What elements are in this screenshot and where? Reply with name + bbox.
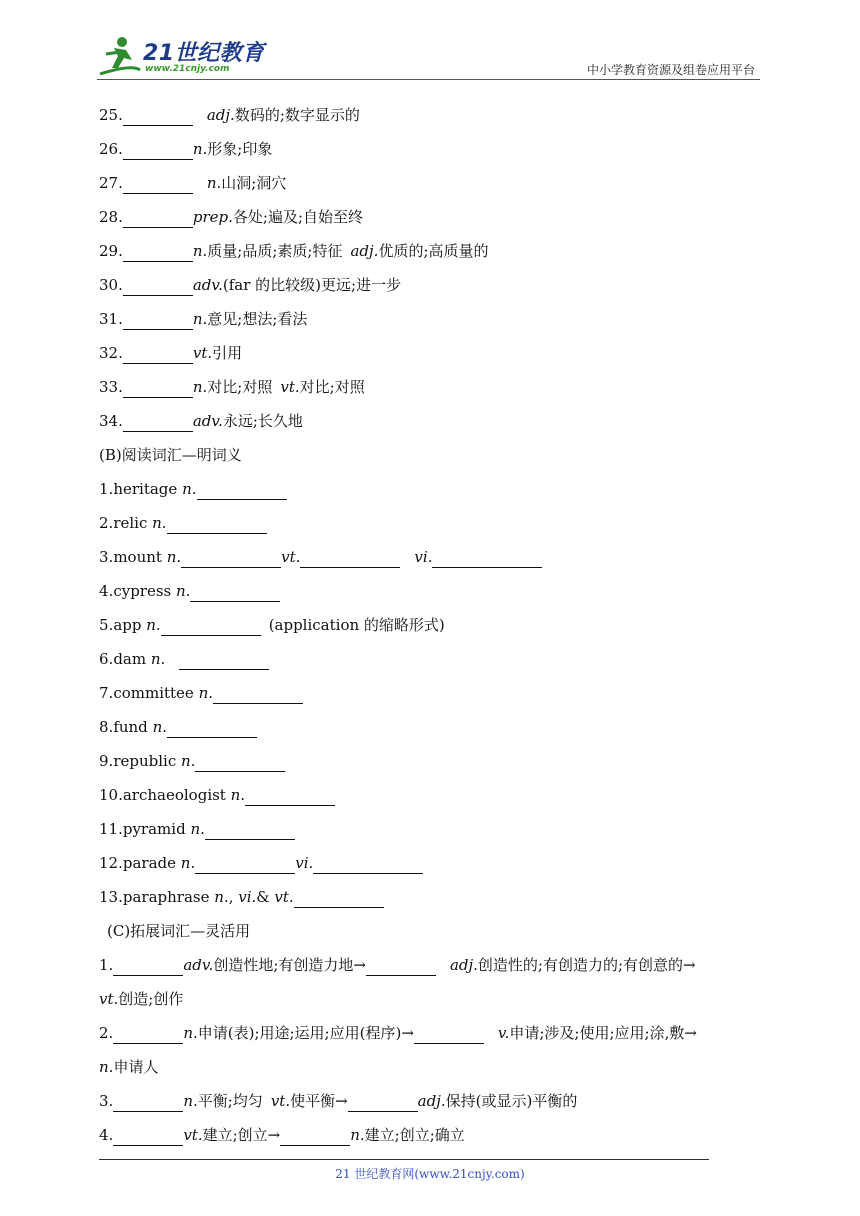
list-item: 26. n.形象;印象 <box>99 140 273 158</box>
list-item: 25. adj.数码的;数字显示的 <box>99 106 360 124</box>
answer-blank[interactable] <box>197 480 287 500</box>
list-item: 3. n.平衡;均匀 vt.使平衡→ adj.保持(或显示)平衡的 <box>99 1092 578 1110</box>
section-c-title: (C)拓展词汇—灵活用 <box>107 922 251 940</box>
logo-text: 21世纪教育 <box>143 41 265 66</box>
list-item: 32. vt.引用 <box>99 344 243 362</box>
list-item: 31. n.意见;想法;看法 <box>99 310 308 328</box>
answer-blank[interactable] <box>123 174 193 194</box>
answer-blank[interactable] <box>245 786 335 806</box>
list-item: 9.republic n. <box>99 746 779 780</box>
answer-blank[interactable] <box>123 208 193 228</box>
list-item-continued: vt.创造;创作 <box>99 990 184 1008</box>
answer-blank[interactable] <box>366 956 436 976</box>
answer-blank[interactable] <box>300 548 400 568</box>
answer-blank[interactable] <box>113 956 183 976</box>
list-item: 8.fund n. <box>99 712 779 746</box>
answer-blank[interactable] <box>181 548 281 568</box>
list-item: 13.paraphrase n., vi.& vt. <box>99 882 779 916</box>
logo-url: www.21cnjy.com <box>145 64 230 74</box>
list-item: 2. n.申请(表);用途;运用;应用(程序)→ v.申请;涉及;使用;应用;涂,敷→ <box>99 1024 697 1042</box>
answer-blank[interactable] <box>190 582 280 602</box>
list-item: 27. n.山洞;洞穴 <box>99 174 287 192</box>
list-item: 30. adv.(far 的比较级)更远;进一步 <box>99 276 402 294</box>
list-item: 10.archaeologist n. <box>99 780 779 814</box>
list-item: 7.committee n. <box>99 678 779 712</box>
list-item-continued: n.申请人 <box>99 1058 159 1076</box>
list-item: 33. n.对比;对照 vt.对比;对照 <box>99 378 365 396</box>
answer-blank[interactable] <box>313 854 423 874</box>
list-item: 34. adv.永远;长久地 <box>99 412 303 430</box>
section-b-title: (B)阅读词汇—明词义 <box>99 446 242 464</box>
answer-blank[interactable] <box>213 684 303 704</box>
footer-divider <box>99 1159 709 1160</box>
answer-blank[interactable] <box>113 1024 183 1044</box>
worksheet-content <box>99 100 779 1154</box>
answer-blank[interactable] <box>113 1126 183 1146</box>
answer-blank[interactable] <box>432 548 542 568</box>
answer-blank[interactable] <box>195 752 285 772</box>
answer-blank[interactable] <box>123 412 193 432</box>
answer-blank[interactable] <box>123 276 193 296</box>
answer-blank[interactable] <box>414 1024 484 1044</box>
answer-blank[interactable] <box>167 718 257 738</box>
answer-blank[interactable] <box>179 650 269 670</box>
list-item: 1.heritage n. <box>99 474 779 508</box>
answer-blank[interactable] <box>123 344 193 364</box>
list-item: 4. vt.建立;创立→ n.建立;创立;确立 <box>99 1126 465 1144</box>
answer-blank[interactable] <box>123 106 193 126</box>
answer-blank[interactable] <box>294 888 384 908</box>
answer-blank[interactable] <box>113 1092 183 1112</box>
answer-blank[interactable] <box>123 242 193 262</box>
list-item: 29. n.质量;品质;素质;特征 adj.优质的;高质量的 <box>99 242 489 260</box>
list-item: 3.mount n. vt. vi. <box>99 542 779 576</box>
answer-blank[interactable] <box>123 310 193 330</box>
header-platform-text: 中小学教育资源及组卷应用平台 <box>586 63 755 77</box>
list-item: 12.parade n. vi. <box>99 848 779 882</box>
list-item: 28. prep.各处;遍及;自始至终 <box>99 208 363 226</box>
answer-blank[interactable] <box>161 616 261 636</box>
answer-blank[interactable] <box>167 514 267 534</box>
answer-blank[interactable] <box>205 820 295 840</box>
answer-blank[interactable] <box>280 1126 350 1146</box>
answer-blank[interactable] <box>195 854 295 874</box>
header-divider <box>97 79 760 80</box>
page-header <box>0 0 860 80</box>
list-item: 6.dam n. <box>99 644 779 678</box>
list-item: 1. adv.创造性地;有创造力地→ adj.创造性的;有创造力的;有创意的→ <box>99 956 696 974</box>
list-item: 11.pyramid n. <box>99 814 779 848</box>
answer-blank[interactable] <box>123 378 193 398</box>
list-item: 5.app n. (application 的缩略形式) <box>99 616 445 634</box>
answer-blank[interactable] <box>348 1092 418 1112</box>
answer-blank[interactable] <box>123 140 193 160</box>
list-item: 4.cypress n. <box>99 576 779 610</box>
footer-text[interactable]: 21 世纪教育网(www.21cnjy.com) <box>335 1167 525 1181</box>
list-item: 2.relic n. <box>99 508 779 542</box>
